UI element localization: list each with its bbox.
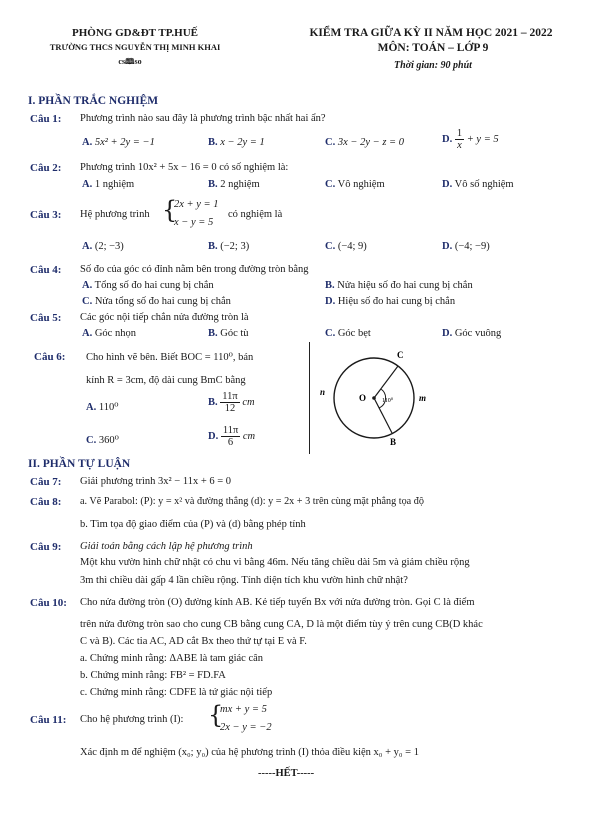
figure-divider <box>309 342 310 454</box>
q1-text: Phương trình nào sau đây là phương trình bậc nhất hai ẩn? <box>80 113 326 124</box>
q10-label: Câu 10: <box>30 597 67 609</box>
q10-line2: trên nửa đường tròn sao cho cung CB bằng cung CA, D là một điểm tùy ý trên cung CB(D khác <box>80 619 483 630</box>
q3-text-pre: Hệ phương trình <box>80 209 150 220</box>
q7-text: Giải phương trình 3x² − 11x + 6 = 0 <box>80 476 232 487</box>
q6-line2: kính R = 3cm, độ dài cung BmC bằng <box>86 375 246 386</box>
q10-part-a: a. Chứng minh rằng: ΔABE là tam giác cân <box>80 653 264 664</box>
q8-part-a: a. Vẽ Parabol: (P): y = x² và đường thẳng (d): y = 2x + 3 trên cùng mặt phẳng tọa độ <box>80 496 424 507</box>
q3-option-a: A. (2; −3) <box>82 241 124 252</box>
q4-option-d: D. Hiệu số đo hai cung bị chắn <box>325 296 456 307</box>
q5-option-d: D. Góc vuông <box>442 328 502 339</box>
q11-eq1: mx + y = 5 <box>220 704 267 715</box>
q7-label: Câu 7: <box>30 476 62 488</box>
q4-label: Câu 4: <box>30 264 62 276</box>
q4-text: Số đo của góc có đỉnh nằm bên trong đường tròn bằng <box>80 264 309 275</box>
radius-oc <box>374 366 398 398</box>
dept-name: PHÒNG GD&ĐT TP.HUẾ <box>71 27 198 39</box>
q1-option-d: D. $\frac{1}{x}$ + y = 5 <box>442 128 499 151</box>
q11-label: Câu 11: <box>30 714 67 726</box>
q2-option-d: D. Vô số nghiệm <box>442 179 514 190</box>
q11-eq2: 2x − y = −2 <box>220 722 272 733</box>
q2-text: Phương trình 10x² + 5x − 16 = 0 có số nghiệm là: <box>80 162 289 173</box>
q6-option-c: C. 360⁰ <box>86 435 119 446</box>
q10-line1: Cho nửa đường tròn (O) đường kính AB. Kẻ tiếp tuyến Bx với nửa đường tròn. Gọi C là điểm <box>80 597 475 608</box>
q3-system-brace: { <box>162 196 178 224</box>
q3-option-d: D. (−4; −9) <box>442 241 490 252</box>
label-m: m <box>419 393 427 403</box>
q6-option-a: A. 110⁰ <box>86 402 119 413</box>
part1-title: I. PHẦN TRẮC NGHIỆM <box>28 95 159 107</box>
q5-option-c: C. Góc bẹt <box>325 328 371 339</box>
q5-option-a: A. Góc nhọn <box>82 328 136 339</box>
q3-eq1: 2x + y = 1 <box>174 199 219 210</box>
exam-title: KIỂM TRA GIỮA KỲ II NĂM HỌC 2021 – 2022 <box>309 27 553 39</box>
q3-label: Câu 3: <box>30 209 62 221</box>
label-o: O <box>359 393 367 403</box>
label-c: C <box>397 350 404 360</box>
q6-circle-figure <box>312 342 432 454</box>
part2-title: II. PHẦN TỰ LUẬN <box>28 458 131 470</box>
q3-option-b: B. (−2; 3) <box>208 241 250 252</box>
exam-time: Thời gian: 90 phút <box>394 60 472 71</box>
q5-text: Các góc nội tiếp chắn nửa đường tròn là <box>80 312 249 323</box>
label-n: n <box>320 387 326 397</box>
q8-part-b: b. Tìm tọa độ giao điểm của (P) và (d) bằng phép tính <box>80 519 306 530</box>
q6-line1: Cho hình vẽ bên. Biết BOC = 110⁰, bán <box>86 352 254 363</box>
label-angle: 110⁰ <box>382 398 394 404</box>
q1-option-c: C. 3x − 2y − z = 0 <box>325 137 405 148</box>
q1-option-a: A. 5x² + 2y = −1 <box>82 137 155 148</box>
q1-option-b: B. x − 2y = 1 <box>208 137 265 148</box>
q5-option-b: B. Góc tù <box>208 328 249 339</box>
q9-line2: 3m thì chiều dài gấp 4 lần chiều rộng. Tính diện tích khu vườn hình chữ nhật? <box>80 575 408 586</box>
q1-label: Câu 1: <box>30 113 62 125</box>
subject: MÔN: TOÁN – LỚP 9 <box>377 42 489 54</box>
q3-eq2: x − y = 5 <box>174 217 214 228</box>
q11-text-pre: Cho hệ phương trình (I): <box>80 714 184 725</box>
q9-line1: Một khu vườn hình chữ nhật có chu vi bằng 46m. Nếu tăng chiều dài 5m và giảm chiều rộng <box>80 557 470 568</box>
q9-title: Giải toán bằng cách lập hệ phương trình <box>80 541 253 552</box>
q4-option-c: C. Nửa tổng số đo hai cung bị chắn <box>82 296 231 307</box>
q10-part-c: c. Chứng minh rằng: CDFE là tứ giác nội tiếp <box>80 687 273 698</box>
end-marker: -----HẾT----- <box>258 768 315 779</box>
q6-option-d: D. $\frac{11\pi}{6}$ cm <box>208 425 256 448</box>
q3-option-c: C. (−4; 9) <box>325 241 367 252</box>
q2-option-a: A. 1 nghiệm <box>82 179 135 190</box>
q11-line2: Xác định m để nghiệm (x₀; y₀) của hệ phương trình (I) thỏa điều kiện x₀ + y₀ = 1 <box>80 747 419 758</box>
q4-option-a: A. Tổng số đo hai cung bị chắn <box>82 280 214 291</box>
ornament-icon: cs🕮so <box>118 57 142 66</box>
q2-option-c: C. Vô nghiệm <box>325 179 385 190</box>
q6-option-b: B. $\frac{11\pi}{12}$ cm <box>208 391 255 414</box>
q10-line3: C và B). Các tia AC, AD cắt Bx theo thứ tự tại E và F. <box>80 636 307 647</box>
label-b: B <box>390 437 397 447</box>
q10-part-b: b. Chứng minh rằng: FB² = FD.FA <box>80 670 226 681</box>
q2-label: Câu 2: <box>30 162 62 174</box>
q3-text-post: có nghiệm là <box>228 209 283 220</box>
q4-option-b: B. Nửa hiệu số đo hai cung bị chắn <box>325 280 473 291</box>
school-name: TRƯỜNG THCS NGUYỄN THỊ MINH KHAI <box>49 42 221 52</box>
q2-option-b: B. 2 nghiệm <box>208 179 260 190</box>
q5-label: Câu 5: <box>30 312 62 324</box>
q6-label: Câu 6: <box>34 351 66 363</box>
q11-system-brace: { <box>208 701 224 729</box>
q8-label: Câu 8: <box>30 496 62 508</box>
center-dot <box>372 396 376 400</box>
q9-label: Câu 9: <box>30 541 62 553</box>
